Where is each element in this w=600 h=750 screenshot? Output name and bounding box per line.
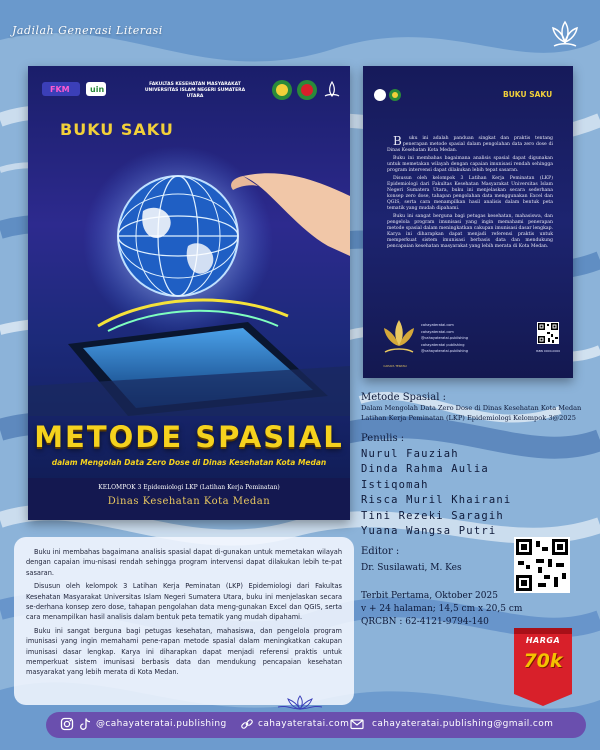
back-contact-item: @cahayateratai.publishing — [421, 336, 468, 340]
author-name: Yuana Wangsa Putri — [361, 525, 497, 538]
faculty-line2: UNIVERSITAS ISLAM NEGERI SUMATERA UTARA — [144, 88, 246, 99]
back-contacts — [421, 322, 468, 355]
tagline: Jadilah Generasi Literasi — [12, 24, 163, 37]
back-cover — [363, 66, 573, 378]
back-paragraph: Buku ini sangat berguna bagi petugas kesehatan, mahasiswa, dan pengelola program imunisasi yang ingin memahami penerapan metode spasial dalam meningkatkan cakupan imunisasi dasar lengkap. Karya ini diharapkan dapat menjadi referensi praktis untuk memperkuat sistem imunisasi berbasis data dan mendukung pencapaian kesehatan masyarakat yang lebih merata di Kota Medan. — [387, 214, 553, 249]
front-series-label: BUKU SAKU — [60, 120, 174, 139]
description-paragraph: Buku ini sangat berguna bagi petugas kesehatan, mahasiswa, dan pengelola program imunisasi yang ingin memahami pene-rapan metode spasial dalam meningkatkan cakupan imunisasi dasar lengkap. Karya ini diharapkan dapat menjadi referensi praktis untuk memperkuat sistem imunisasi berbasis data dan mendukung pencapaian kesehatan masyarakat yang lebih merata di Kota Medan. — [26, 626, 342, 677]
author-name: Istiqomah — [361, 478, 429, 491]
metode-info — [361, 392, 581, 423]
back-contact-item: @cahayateratai.publishing — [421, 349, 468, 353]
description-box — [14, 537, 354, 705]
editor-heading: Editor : — [361, 546, 400, 557]
back-paragraph: Disusun oleh kelompok 3 Latihan Kerja Peminatan (LKP) Epidemiologi dari Fakultas Kesehatan Masyarakat Universitas Islam Negeri Sumatera Utara, buku ini menjelaskan secara sederhana konsep zero dose, tahapan pengolahan data menggunakan Excel dan QGIS, serta cara menampilkan hasil analisis dalam bentuk peta tematik yang mudah dipahami. — [387, 176, 553, 211]
back-contact-item: cahayateratai publishing — [421, 342, 465, 347]
globe-tablet-illustration — [28, 116, 350, 416]
penulis-heading: Penulis : — [361, 433, 405, 444]
back-qr-code-icon — [537, 322, 559, 344]
metode-heading: Metode Spasial : — [361, 392, 446, 403]
back-contact-item: cahayateratai.com — [421, 329, 454, 334]
publication-info — [361, 590, 522, 629]
instagram-icon[interactable] — [60, 717, 74, 731]
qr-code-icon[interactable] — [514, 537, 570, 593]
link-icon[interactable] — [240, 717, 254, 731]
author-name: Nurul Fauziah — [361, 448, 459, 460]
back-paragraph: Buku ini membahas bagaimana analisis spasial dapat digunakan untuk memetakan wilayah dengan capaian imunisasi rendah sehingga program intervensi dapat dilakukan lebih tepat sasaran. — [387, 156, 553, 173]
price-value: 70k — [523, 650, 563, 672]
author-list — [361, 447, 511, 539]
back-logos — [373, 88, 433, 102]
back-blurb — [387, 136, 553, 252]
qrcbn-number: QRCBN : 62-4121-9794-140 — [361, 617, 489, 627]
editor-name: Dr. Susilawati, M. Kes — [361, 563, 462, 573]
front-title: METODE SPASIAL — [34, 420, 344, 454]
back-paragraph: Buku ini adalah panduan singkat dan praktis tentang penerapan metode spasial dalam pengolahan data zero dose di Dinas Kesehatan Kota Medan. — [387, 134, 553, 153]
tiktok-icon[interactable] — [78, 717, 92, 731]
description-paragraph: Buku ini membahas bagaimana analisis spasial dapat di-gunakan untuk memetakan wilayah dengan capaian imu-nisasi rendah sehingga program intervensi dapat dilakukan lebih te-pat sasaran. — [26, 548, 342, 577]
back-isbn: ISBN 0000-0000 — [535, 349, 561, 353]
back-series-label: BUKU SAKU — [503, 90, 553, 99]
author-name: Dinda Rahma Aulia — [361, 463, 489, 476]
lotus-logo-icon — [548, 18, 582, 52]
front-group-line: KELOMPOK 3 Epidemiologi LKP (Latihan Kerja Peminatan) — [98, 484, 280, 491]
fkm-logo: FKM — [50, 85, 70, 94]
front-cover — [28, 66, 350, 520]
back-publisher-label: CAHAYA TERATAI — [383, 364, 407, 368]
faculty-line1: FAKULTAS KESEHATAN MASYARAKAT — [149, 82, 241, 87]
price-label: HARGA — [525, 636, 561, 645]
description-paragraph: Disusun oleh kelompok 3 Latihan Kerja Peminatan (LKP) Epidemiologi dari Fakultas Kesehatan Masyarakat Universitas Islam Negeri Sumatera Utara, buku ini menjelaskan secara se-derhana konsep zero dose, tahapan pengolahan data meng-gunakan Excel dan QGIS, serta cara menampilkan hasil analisis dalam bentuk peta tematik yang mudah dipahami. — [26, 582, 342, 622]
ornament-lotus-icon — [276, 695, 324, 711]
page-count: v + 24 halaman; 14,5 cm x 20,5 cm — [361, 604, 523, 614]
front-institution: Dinas Kesehatan Kota Medan — [107, 496, 271, 507]
editor-info — [361, 546, 462, 573]
uin-logo: uin — [90, 85, 105, 94]
metode-line2: Latihan Kerja Peminatan (LKP) Epidemiologi Kelompok 3@2025 — [361, 414, 576, 422]
author-name: Risca Muril Khairani — [361, 494, 512, 507]
email-address[interactable]: cahayateratai.publishing@gmail.com — [372, 719, 554, 729]
email-icon[interactable] — [350, 717, 364, 731]
front-subtitle: dalam Mengolah Data Zero Dose di Dinas Kesehatan Kota Medan — [51, 458, 327, 467]
author-name: Tini Rezeki Saragih — [361, 509, 504, 522]
back-contact-item: cahayateratai.com — [421, 323, 454, 327]
first-edition: Terbit Pertama, Oktober 2025 — [361, 591, 498, 601]
metode-line1: Dalam Mengolah Data Zero Dose di Dinas Kesehatan Kota Medan — [361, 404, 582, 412]
website-link[interactable]: cahayateratai.com — [258, 719, 350, 729]
social-handle[interactable]: @cahayateratai.publishing — [96, 719, 227, 729]
faculty-title — [140, 82, 250, 100]
